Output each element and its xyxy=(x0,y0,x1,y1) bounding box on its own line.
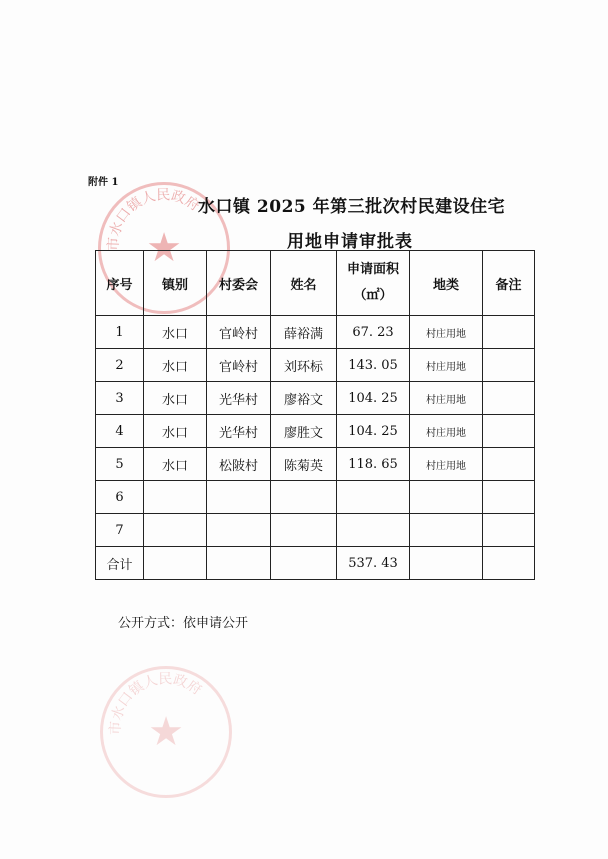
table-header-row xyxy=(96,251,535,316)
header-area-line2: （㎡） xyxy=(353,288,393,303)
cell-town xyxy=(144,481,207,514)
cell-land-type: 村庄用地 xyxy=(410,382,483,415)
cell-town: 水口 xyxy=(144,382,207,415)
cell-no: 4 xyxy=(96,415,144,448)
table-total-row xyxy=(96,547,535,580)
header-land-type: 地类 xyxy=(410,251,483,316)
table-row xyxy=(96,316,535,349)
table-row xyxy=(96,448,535,481)
document-title-line2: 用地申请审批表 xyxy=(287,232,413,252)
cell-town: 水口 xyxy=(144,349,207,382)
cell-village: 光华村 xyxy=(207,382,271,415)
cell-remark xyxy=(483,349,535,382)
cell-remark xyxy=(483,514,535,547)
header-name: 姓名 xyxy=(271,251,337,316)
header-village: 村委会 xyxy=(207,251,271,316)
cell-remark xyxy=(483,415,535,448)
cell-area: 143. 05 xyxy=(337,349,410,382)
cell-name xyxy=(271,481,337,514)
cell-name: 刘环标 xyxy=(271,349,337,382)
cell-no: 1 xyxy=(96,316,144,349)
cell-village xyxy=(207,481,271,514)
approval-table xyxy=(95,250,535,580)
header-town: 镇别 xyxy=(144,251,207,316)
cell-remark xyxy=(483,316,535,349)
cell-town: 水口 xyxy=(144,448,207,481)
cell-village: 光华村 xyxy=(207,415,271,448)
cell-area xyxy=(337,514,410,547)
disclosure-note: 公开方式：依申请公开 xyxy=(118,616,249,631)
cell-remark xyxy=(483,481,535,514)
total-area: 537. 43 xyxy=(337,547,410,580)
cell-name: 薛裕满 xyxy=(271,316,337,349)
cell-name: 陈菊英 xyxy=(271,448,337,481)
cell-land-type xyxy=(410,481,483,514)
cell-area: 104. 25 xyxy=(337,415,410,448)
cell-name: 廖裕文 xyxy=(271,382,337,415)
cell-town xyxy=(144,514,207,547)
cell-village: 松陂村 xyxy=(207,448,271,481)
cell-town: 水口 xyxy=(144,316,207,349)
cell-no: 2 xyxy=(96,349,144,382)
cell-area: 118. 65 xyxy=(337,448,410,481)
table-row xyxy=(96,514,535,547)
cell-area: 67. 23 xyxy=(337,316,410,349)
table-row xyxy=(96,349,535,382)
document-title-line1: 水口镇 2025 年第三批次村民建设住宅 xyxy=(198,197,506,217)
cell-village xyxy=(207,514,271,547)
cell-no: 7 xyxy=(96,514,144,547)
cell-no: 6 xyxy=(96,481,144,514)
cell-town: 水口 xyxy=(144,415,207,448)
table-row xyxy=(96,382,535,415)
cell-land-type: 村庄用地 xyxy=(410,316,483,349)
cell-name: 廖胜文 xyxy=(271,415,337,448)
table-row xyxy=(96,481,535,514)
attachment-label: 附件 1 xyxy=(88,177,119,188)
header-no: 序号 xyxy=(96,251,144,316)
cell-no: 3 xyxy=(96,382,144,415)
cell-area: 104. 25 xyxy=(337,382,410,415)
cell-remark xyxy=(483,448,535,481)
cell-land-type xyxy=(410,514,483,547)
cell-village: 官岭村 xyxy=(207,316,271,349)
cell-area xyxy=(337,481,410,514)
seal-star-icon: ★ xyxy=(146,225,182,271)
seal-star-icon: ★ xyxy=(148,709,184,755)
cell-land-type: 村庄用地 xyxy=(410,349,483,382)
cell-land-type: 村庄用地 xyxy=(410,448,483,481)
svg-text:市水口镇人民政府: 市水口镇人民政府 xyxy=(107,671,205,736)
table-row xyxy=(96,415,535,448)
cell-village: 官岭村 xyxy=(207,349,271,382)
header-area-line1: 申请面积 xyxy=(346,262,399,277)
cell-name xyxy=(271,514,337,547)
faded-seal-stamp xyxy=(100,666,232,798)
svg-text:市水口镇人民政府: 市水口镇人民政府 xyxy=(105,187,203,252)
cell-remark xyxy=(483,382,535,415)
header-area xyxy=(337,251,410,316)
cell-no: 5 xyxy=(96,448,144,481)
header-remark: 备注 xyxy=(483,251,535,316)
total-label: 合计 xyxy=(96,547,144,580)
cell-land-type: 村庄用地 xyxy=(410,415,483,448)
